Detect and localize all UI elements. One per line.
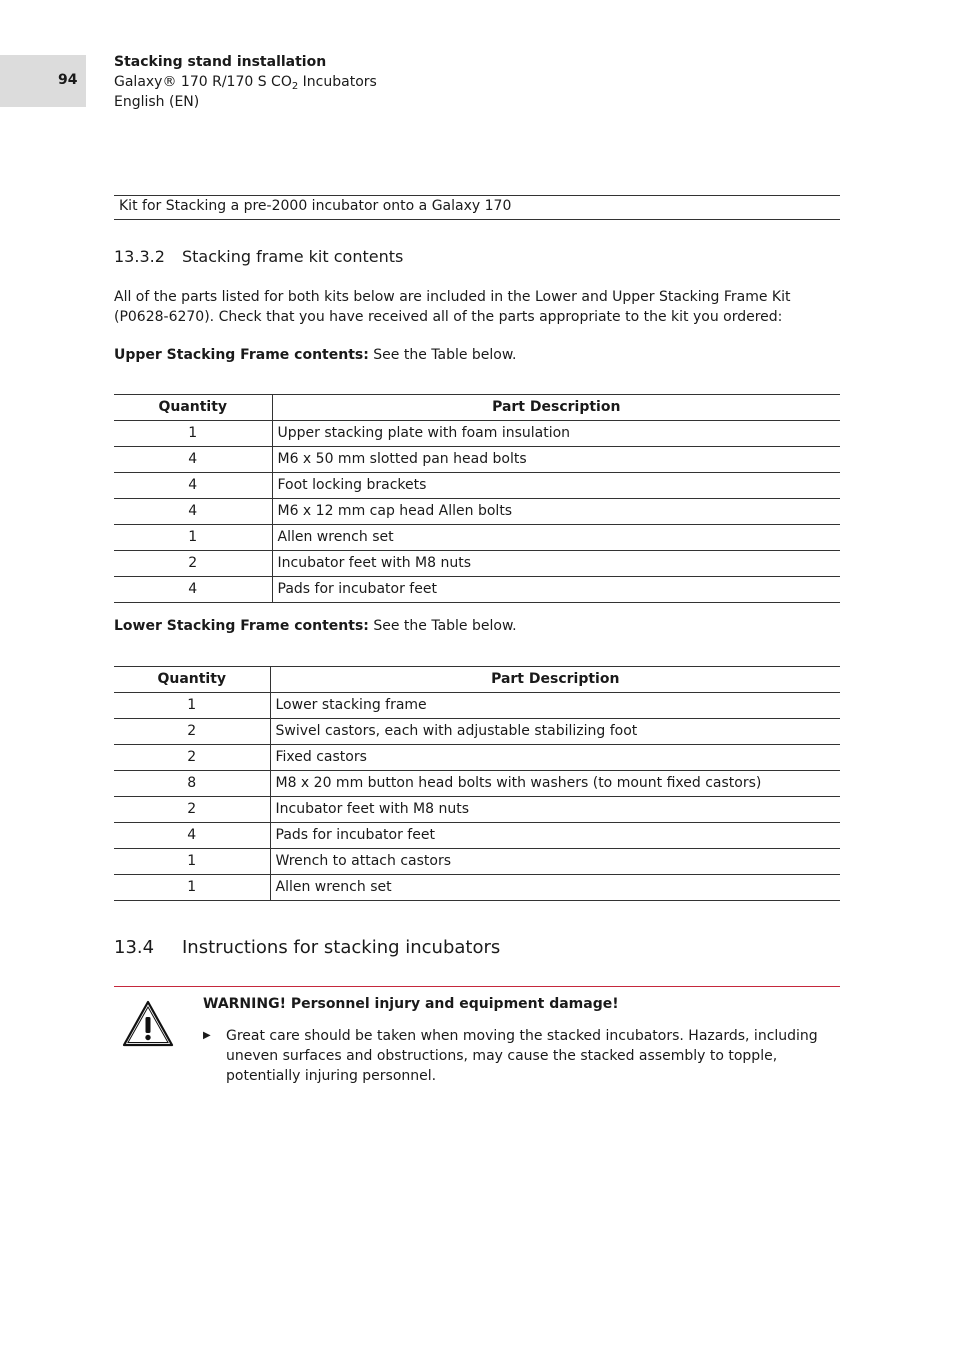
table-row <box>114 473 840 499</box>
quantity-cell: 2 <box>114 551 272 577</box>
part-description-cell: Pads for incubator feet <box>270 823 840 849</box>
table-row <box>114 719 840 745</box>
quantity-cell: 4 <box>114 577 272 603</box>
table-header-row <box>114 667 840 693</box>
table-row <box>114 849 840 875</box>
part-description-cell: Allen wrench set <box>272 525 840 551</box>
part-description-cell: Lower stacking frame <box>270 693 840 719</box>
lower-frame-table <box>114 666 840 901</box>
quantity-cell: 2 <box>114 797 270 823</box>
table-row <box>114 551 840 577</box>
column-header-quantity: Quantity <box>114 395 272 421</box>
quantity-cell: 1 <box>114 421 272 447</box>
table-row <box>114 693 840 719</box>
part-description-cell: M8 x 20 mm button head bolts with washers (to mount fixed castors) <box>270 771 840 797</box>
column-header-quantity: Quantity <box>114 667 270 693</box>
part-description-cell: M6 x 12 mm cap head Allen bolts <box>272 499 840 525</box>
table-row <box>114 421 840 447</box>
table-row <box>114 447 840 473</box>
part-description-cell: Pads for incubator feet <box>272 577 840 603</box>
quantity-cell: 4 <box>114 499 272 525</box>
quantity-cell: 2 <box>114 745 270 771</box>
section-number: 13.3.2 <box>114 247 165 266</box>
quantity-cell: 4 <box>114 473 272 499</box>
warning-divider <box>114 986 840 987</box>
section-title: Instructions for stacking incubators <box>182 937 501 958</box>
part-description-cell: Incubator feet with M8 nuts <box>272 551 840 577</box>
table-row <box>114 771 840 797</box>
section-heading-instructions <box>114 937 500 958</box>
triangle-right-icon: ▶ <box>203 1030 211 1041</box>
part-description-cell: Foot locking brackets <box>272 473 840 499</box>
table-row <box>114 577 840 603</box>
quantity-cell: 4 <box>114 823 270 849</box>
language-label: English (EN) <box>114 94 200 110</box>
page-number: 94 <box>58 72 78 88</box>
column-header-part-description: Part Description <box>270 667 840 693</box>
quantity-cell: 1 <box>114 875 270 901</box>
part-description-cell: Fixed castors <box>270 745 840 771</box>
chapter-title: Stacking stand installation <box>114 54 327 70</box>
quantity-cell: 1 <box>114 849 270 875</box>
table-row <box>114 499 840 525</box>
part-description-cell: M6 x 50 mm slotted pan head bolts <box>272 447 840 473</box>
upper-frame-table <box>114 394 840 603</box>
warning-text: Great care should be taken when moving the stacked incubators. Hazards, including uneven surfaces and obstructions, may cause the stacked assembly to topple, potentially injuring personnel. <box>226 1028 818 1084</box>
page-number-tab <box>0 55 86 107</box>
quantity-cell: 4 <box>114 447 272 473</box>
warning-title: WARNING! Personnel injury and equipment damage! <box>203 996 619 1012</box>
table-row <box>114 875 840 901</box>
warning-list-item <box>203 1026 833 1086</box>
part-description-cell: Wrench to attach castors <box>270 849 840 875</box>
quantity-cell: 1 <box>114 693 270 719</box>
table-row <box>114 745 840 771</box>
quantity-cell: 8 <box>114 771 270 797</box>
warning-triangle-icon <box>122 1000 174 1048</box>
upper-frame-lead: Upper Stacking Frame contents: See the Table below. <box>114 347 517 363</box>
quantity-cell: 2 <box>114 719 270 745</box>
product-name: Galaxy® 170 R/170 S $CO_2$ Incubators <box>114 74 377 92</box>
table-row <box>114 797 840 823</box>
part-description-cell: Incubator feet with M8 nuts <box>270 797 840 823</box>
part-description-cell: Upper stacking plate with foam insulation <box>272 421 840 447</box>
kit-caption: Kit for Stacking a pre-2000 incubator onto a Galaxy 170 <box>114 195 840 220</box>
section-number: 13.4 <box>114 937 155 958</box>
column-header-part-description: Part Description <box>272 395 840 421</box>
intro-paragraph: All of the parts listed for both kits below are included in the Lower and Upper Stacking Frame Kit (P0628-6270). Check that you have received all of the parts appropriate to the kit you ordered: <box>114 289 791 325</box>
part-description-cell: Swivel castors, each with adjustable stabilizing foot <box>270 719 840 745</box>
table-header-row <box>114 395 840 421</box>
part-description-cell: Allen wrench set <box>270 875 840 901</box>
section-title: Stacking frame kit contents <box>182 247 404 266</box>
section-heading-kit-contents <box>114 247 403 266</box>
quantity-cell: 1 <box>114 525 272 551</box>
running-header <box>114 52 377 112</box>
table-row <box>114 823 840 849</box>
lower-frame-lead: Lower Stacking Frame contents: See the Table below. <box>114 618 517 634</box>
table-row <box>114 525 840 551</box>
